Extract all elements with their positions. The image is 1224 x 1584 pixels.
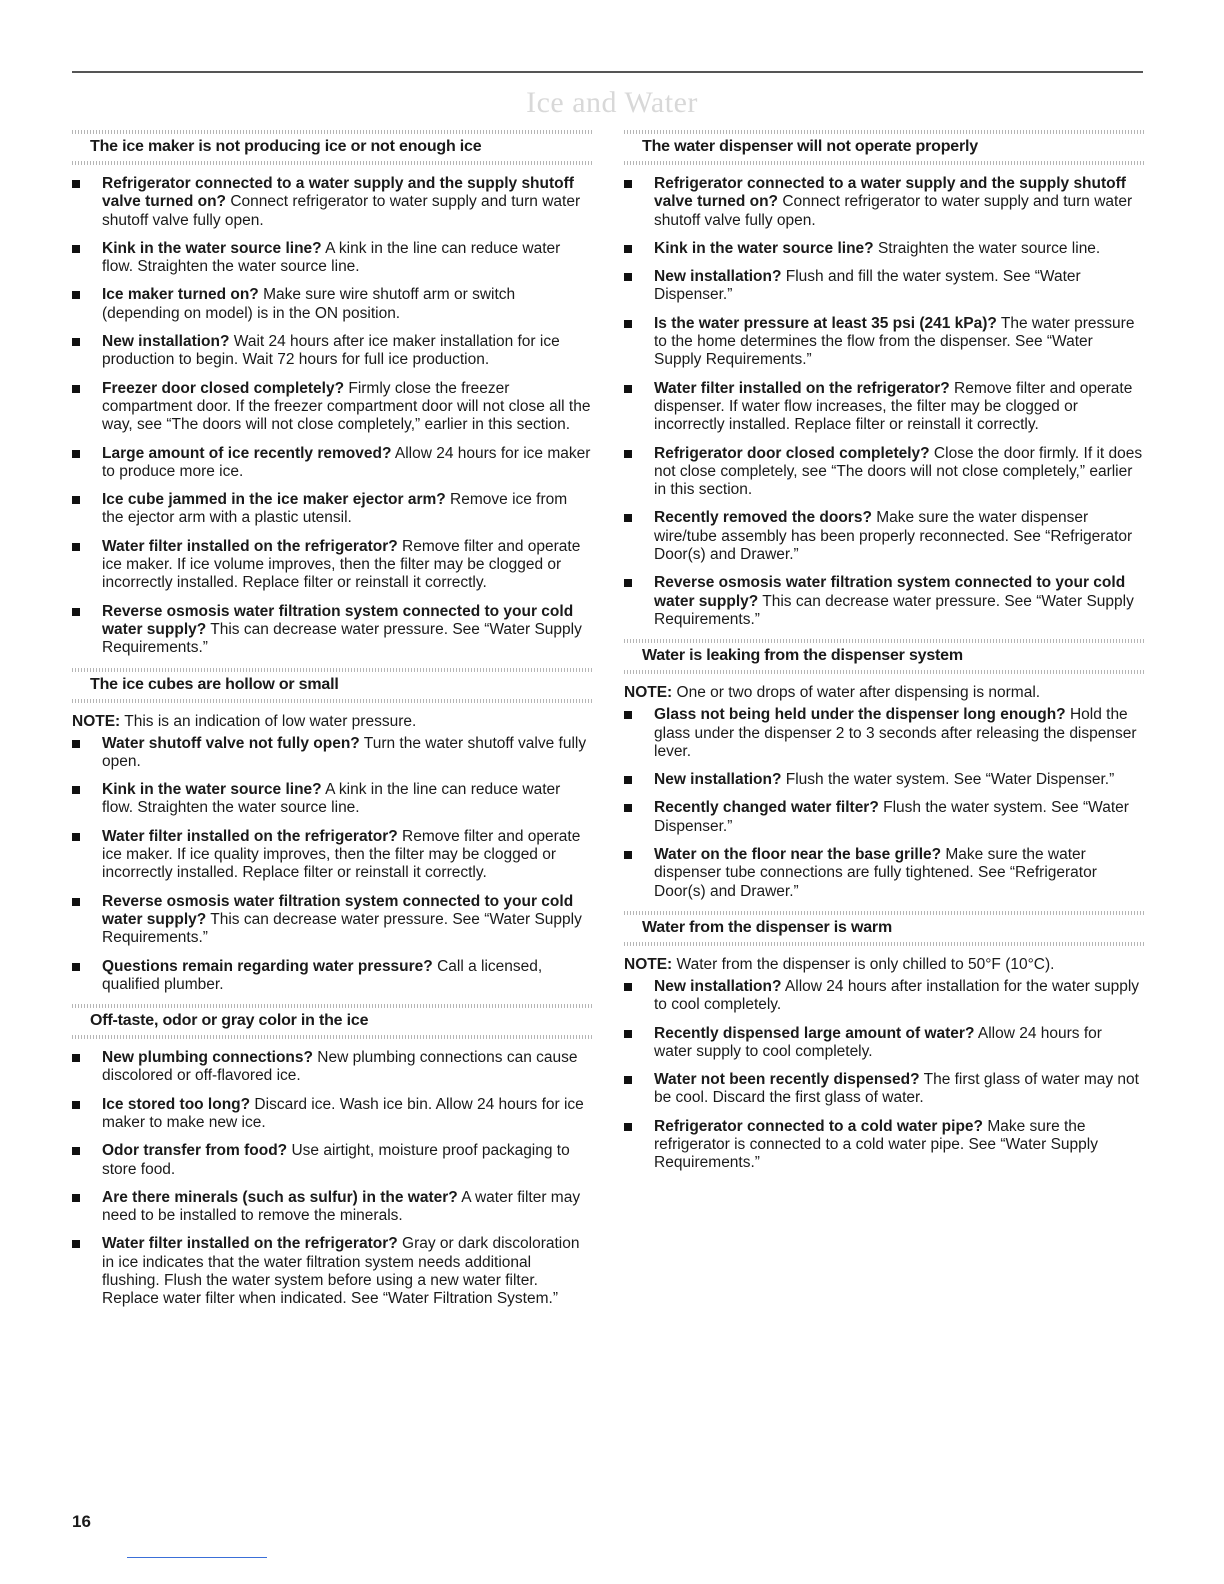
troubleshooting-list xyxy=(72,175,592,658)
section-ice-not-producing xyxy=(72,130,592,658)
section-heading: Water is leaking from the dispenser system xyxy=(624,639,1144,674)
section-dispenser-not-operating xyxy=(624,130,1144,629)
note: NOTE: Water from the dispenser is only chilled to 50°F (10°C). xyxy=(624,955,1055,973)
list-item: New installation? Flush the water system. See “Water Dispenser.” xyxy=(624,771,1144,789)
list-item: Refrigerator connected to a water supply and the supply shutoff valve turned on? Connect refrigerator to water supply and turn water shutoff valve fully open. xyxy=(72,175,592,230)
troubleshooting-list xyxy=(624,175,1144,629)
section-heading: Off-taste, odor or gray color in the ice xyxy=(72,1004,592,1039)
list-item: Are there minerals (such as sulfur) in the water? A water filter may need to be installed to remove the minerals. xyxy=(72,1189,592,1226)
list-item: Recently removed the doors? Make sure the water dispenser wire/tube assembly has been properly reconnected. See “Refrigerator Door(s) and Drawer.” xyxy=(624,509,1144,564)
list-item: New installation? Wait 24 hours after ice maker installation for ice production to begin. Wait 72 hours for full ice production. xyxy=(72,333,592,370)
list-item: Is the water pressure at least 35 psi (241 kPa)? The water pressure to the home determines the flow from the dispenser. See “Water Supply Requirements.” xyxy=(624,315,1144,370)
section-ice-hollow xyxy=(72,668,592,995)
list-item: Ice maker turned on? Make sure wire shutoff arm or switch (depending on model) is in the ON position. xyxy=(72,286,592,323)
list-item: Water on the floor near the base grille? Make sure the water dispenser tube connections are fully tightened. See “Refrigerator Door(s) and Drawer.” xyxy=(624,846,1144,901)
top-rule xyxy=(72,71,1143,73)
section-heading: Water from the dispenser is warm xyxy=(624,911,1144,946)
section-heading: The ice maker is not producing ice or not enough ice xyxy=(72,130,592,165)
list-item: Reverse osmosis water filtration system connected to your cold water supply? This can decrease water pressure. See “Water Supply Requirements.” xyxy=(624,574,1144,629)
list-item: Reverse osmosis water filtration system connected to your cold water supply? This can decrease water pressure. See “Water Supply Requirements.” xyxy=(72,893,592,948)
right-column xyxy=(624,130,1144,1183)
list-item: New installation? Allow 24 hours after installation for the water supply to cool completely. xyxy=(624,978,1144,1015)
list-item: Reverse osmosis water filtration system connected to your cold water supply? This can decrease water pressure. See “Water Supply Requirements.” xyxy=(72,603,592,658)
list-item: New installation? Flush and fill the water system. See “Water Dispenser.” xyxy=(624,268,1144,305)
list-item: Kink in the water source line? A kink in the line can reduce water flow. Straighten the water source line. xyxy=(72,781,592,818)
section-dispenser-leaking xyxy=(624,639,1144,901)
troubleshooting-list xyxy=(624,978,1144,1173)
troubleshooting-list xyxy=(624,706,1144,901)
link-underline xyxy=(127,1557,267,1558)
troubleshooting-list xyxy=(72,735,592,995)
list-item: Water filter installed on the refrigerator? Remove filter and operate dispenser. If water flow increases, the filter may be clogged or incorrectly installed. Replace filter or reinstall it correctly. xyxy=(624,380,1144,435)
list-item: Glass not being held under the dispenser long enough? Hold the glass under the dispenser 2 to 3 seconds after releasing the dispenser lever. xyxy=(624,706,1144,761)
list-item: Water filter installed on the refrigerator? Remove filter and operate ice maker. If ice quality improves, then the filter may be clogged or incorrectly installed. Replace filter or reinstall it correctly. xyxy=(72,828,592,883)
list-item: Kink in the water source line? Straighten the water source line. xyxy=(624,240,1144,258)
list-item: Recently changed water filter? Flush the water system. See “Water Dispenser.” xyxy=(624,799,1144,836)
list-item: Refrigerator door closed completely? Close the door firmly. If it does not close completely, see “The doors will not close completely,” earlier in this section. xyxy=(624,445,1144,500)
list-item: Refrigerator connected to a water supply and the supply shutoff valve turned on? Connect refrigerator to water supply and turn water shutoff valve fully open. xyxy=(624,175,1144,230)
list-item: Ice cube jammed in the ice maker ejector arm? Remove ice from the ejector arm with a plastic utensil. xyxy=(72,491,592,528)
section-heading: The water dispenser will not operate properly xyxy=(624,130,1144,165)
page-number: 16 xyxy=(72,1512,91,1531)
section-off-taste xyxy=(72,1004,592,1309)
troubleshooting-list xyxy=(72,1049,592,1309)
list-item: Freezer door closed completely? Firmly close the freezer compartment door. If the freezer compartment door will not close all the way, see “The doors will not close completely,” earlier in this section. xyxy=(72,380,592,435)
list-item: Odor transfer from food? Use airtight, moisture proof packaging to store food. xyxy=(72,1142,592,1179)
note: NOTE: This is an indication of low water pressure. xyxy=(72,712,417,730)
list-item: Water filter installed on the refrigerator? Remove filter and operate ice maker. If ice volume improves, then the filter may be clogged or incorrectly installed. Replace filter or reinstall it correctly. xyxy=(72,538,592,593)
list-item: Kink in the water source line? A kink in the line can reduce water flow. Straighten the water source line. xyxy=(72,240,592,277)
list-item: Water shutoff valve not fully open? Turn the water shutoff valve fully open. xyxy=(72,735,592,772)
list-item: Water not been recently dispensed? The first glass of water may not be cool. Discard the first glass of water. xyxy=(624,1071,1144,1108)
list-item: Water filter installed on the refrigerator? Gray or dark discoloration in ice indicates that the water filtration system needs additional flushing. Flush the water system before using a new water filter. Replace water filter when indicated. See “Water Filtration System.” xyxy=(72,1235,592,1308)
list-item: Refrigerator connected to a cold water pipe? Make sure the refrigerator is connected to a cold water pipe. See “Water Supply Requirements.” xyxy=(624,1118,1144,1173)
section-water-warm xyxy=(624,911,1144,1173)
left-column xyxy=(72,130,592,1319)
section-heading: The ice cubes are hollow or small xyxy=(72,668,592,703)
list-item: Recently dispensed large amount of water? Allow 24 hours for water supply to cool completely. xyxy=(624,1025,1144,1062)
note: NOTE: One or two drops of water after dispensing is normal. xyxy=(624,684,1041,702)
list-item: Questions remain regarding water pressure? Call a licensed, qualified plumber. xyxy=(72,958,592,995)
list-item: Large amount of ice recently removed? Allow 24 hours for ice maker to produce more ice. xyxy=(72,445,592,482)
list-item: New plumbing connections? New plumbing connections can cause discolored or off-flavored ice. xyxy=(72,1049,592,1086)
list-item: Ice stored too long? Discard ice. Wash ice bin. Allow 24 hours for ice maker to make new ice. xyxy=(72,1096,592,1133)
page-title: Ice and Water xyxy=(526,86,698,119)
